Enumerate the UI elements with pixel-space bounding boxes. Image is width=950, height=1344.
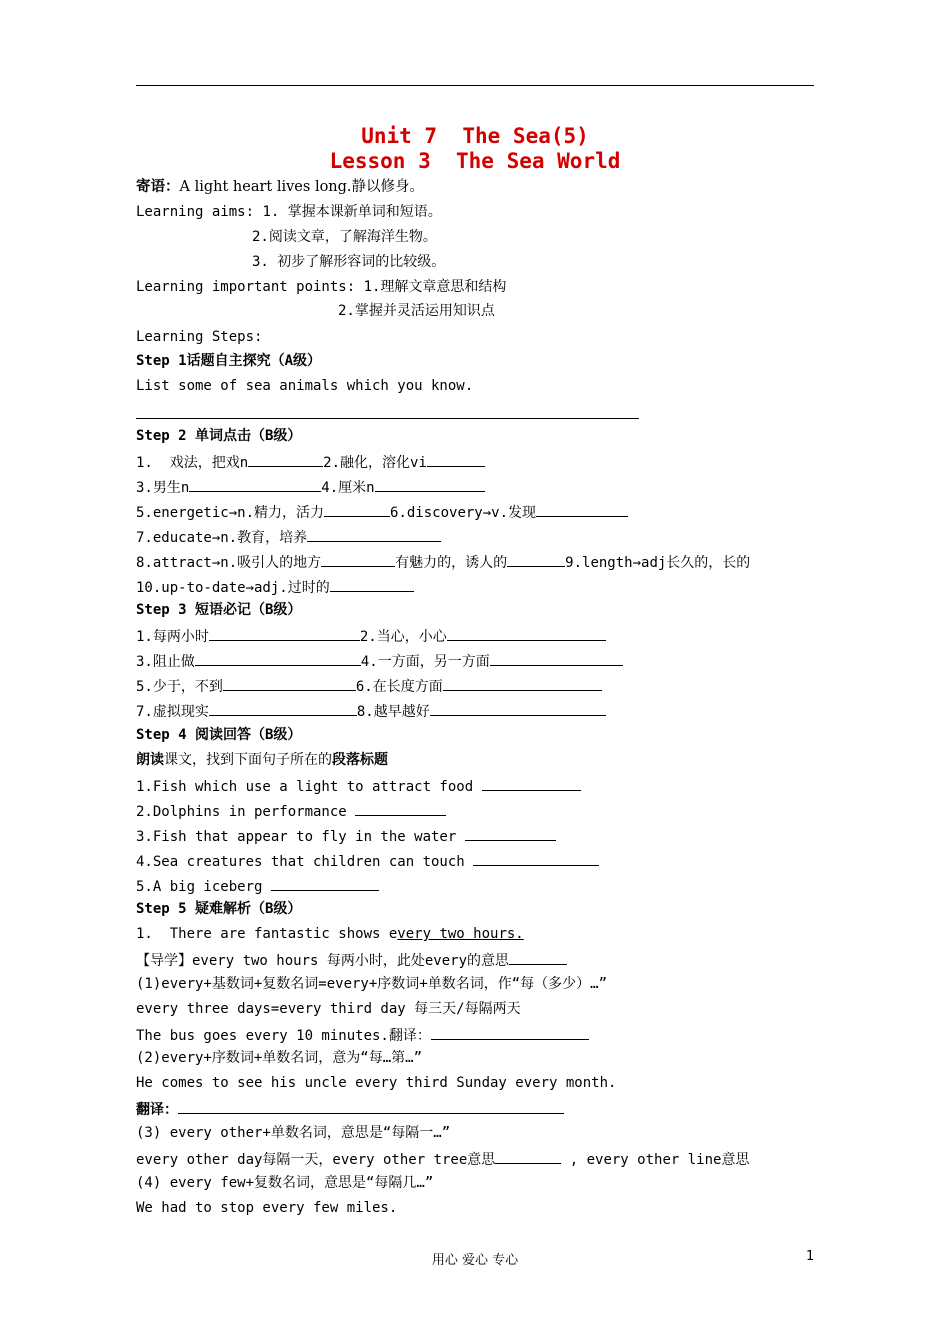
motto-label: 寄语：	[136, 178, 180, 195]
fill-blank[interactable]	[307, 526, 441, 542]
fill-blank[interactable]	[324, 501, 390, 517]
translate-prompt: The bus goes every 10 minutes.翻译：	[136, 1028, 431, 1044]
phrase-line-1	[136, 625, 606, 647]
reading-sentence: 5.A big iceberg	[136, 879, 271, 895]
fill-blank[interactable]	[209, 625, 360, 641]
fill-blank[interactable]	[209, 700, 357, 716]
word-item: 8.attract→n.吸引人的地方	[136, 555, 322, 571]
step2-line-6	[136, 576, 414, 598]
rule-1-translate	[136, 1024, 589, 1046]
fill-blank[interactable]	[536, 501, 628, 517]
sentence-1	[136, 924, 524, 944]
point-item: 2.掌握并灵活运用知识点	[338, 303, 495, 319]
instruction-bold: 段落标题	[332, 752, 388, 768]
fill-blank[interactable]	[427, 451, 485, 467]
word-item: 7.educate→n.教育，培养	[136, 530, 308, 546]
step2-line-2	[136, 476, 485, 498]
steps-label: Learning Steps:	[136, 329, 263, 345]
reading-item	[136, 775, 581, 797]
aim-item: 3. 初步了解形容词的比较级。	[252, 254, 446, 270]
fill-blank[interactable]	[330, 576, 414, 592]
reading-item	[136, 800, 446, 822]
fill-blank[interactable]	[443, 675, 602, 691]
phrase-item: 4.一方面，另一方面	[360, 654, 490, 670]
phrase-line-4	[136, 700, 606, 722]
step2-line-3	[136, 501, 628, 523]
motto-text: A light heart lives long.静以修身。	[179, 179, 425, 195]
rule-3-example	[136, 1148, 749, 1170]
page-footer: 用心 爱心 专心	[431, 1253, 519, 1268]
sentence-underlined: very two hours.	[397, 926, 524, 942]
step1-prompt: List some of sea animals which you know.	[136, 378, 474, 394]
rule-2: (2)every+序数词+单数名词，意为“每…第…”	[136, 1050, 423, 1066]
step4-instruction	[136, 750, 388, 770]
fill-blank[interactable]	[321, 551, 395, 567]
rule-4: (4) every few+复数名词，意思是“每隔几…”	[136, 1175, 434, 1191]
reading-item	[136, 875, 379, 897]
step2-line-1	[136, 451, 485, 473]
fill-blank[interactable]	[495, 1148, 561, 1164]
guide-line	[136, 949, 567, 971]
sentence-text: 1. There are fantastic shows e	[136, 926, 398, 942]
points-line-1	[136, 277, 506, 297]
word-item: 9.length→adj长久的，长的	[565, 555, 751, 571]
phrase-item: 2.当心，小心	[359, 629, 447, 645]
fill-blank[interactable]	[482, 775, 581, 791]
phrase-item: 6.在长度方面	[355, 679, 443, 695]
header-rule	[136, 85, 814, 86]
fill-blank[interactable]	[490, 650, 623, 666]
fill-blank[interactable]	[271, 875, 379, 891]
word-item: 1. 戏法，把戏n	[136, 455, 249, 471]
word-item: 4.厘米n	[321, 480, 375, 496]
fill-blank[interactable]	[189, 476, 321, 492]
step5-heading: Step 5 疑难解析（B级）	[136, 901, 302, 917]
fill-blank[interactable]	[473, 850, 599, 866]
answer-line[interactable]	[136, 418, 639, 419]
fill-blank[interactable]	[355, 800, 446, 816]
reading-sentence: 2.Dolphins in performance	[136, 804, 356, 820]
point-item: 1.理解文章意思和结构	[363, 279, 507, 295]
aims-line-1	[136, 202, 442, 222]
step2-line-5	[136, 551, 750, 573]
guide-text: 【导学】every two hours 每两小时，此处every的意思	[136, 953, 510, 969]
rule-2-example: He comes to see his uncle every third Sunday every month.	[136, 1075, 617, 1091]
word-item: 2.融化，溶化vi	[323, 455, 427, 471]
phrase-item: 7.虚拟现实	[136, 704, 209, 720]
reading-item	[136, 825, 556, 847]
lesson-title: Lesson 3 The Sea World	[329, 149, 621, 173]
example-text: , every other line意思	[561, 1152, 750, 1168]
phrase-item: 1.每两小时	[136, 629, 209, 645]
fill-blank[interactable]	[465, 825, 556, 841]
word-item: 6.discovery→v.发现	[390, 505, 537, 521]
fill-blank[interactable]	[375, 476, 485, 492]
fill-blank[interactable]	[507, 551, 565, 567]
phrase-item: 8.越早越好	[356, 704, 430, 720]
phrase-line-3	[136, 675, 602, 697]
phrase-item: 5.少于，不到	[136, 679, 223, 695]
rule-4-example: We had to stop every few miles.	[136, 1200, 398, 1216]
reading-sentence: 4.Sea creatures that children can touch	[136, 854, 474, 870]
reading-sentence: 1.Fish which use a light to attract food	[136, 779, 482, 795]
fill-blank[interactable]	[195, 650, 361, 666]
points-label: Learning important points:	[136, 279, 364, 295]
motto-line	[136, 177, 424, 197]
phrase-line-2	[136, 650, 623, 672]
reading-item	[136, 850, 599, 872]
step2-heading: Step 2 单词点击（B级）	[136, 428, 302, 444]
aims-label: Learning aims:	[136, 204, 263, 220]
fill-blank[interactable]	[447, 625, 606, 641]
aim-item: 1. 掌握本课新单词和短语。	[262, 204, 442, 220]
word-item: 3.男生n	[136, 480, 190, 496]
instruction-text: 课文，找到下面句子所在的	[164, 752, 332, 768]
step1-heading: Step 1话题自主探究（A级）	[136, 353, 322, 369]
fill-blank[interactable]	[509, 949, 567, 965]
fill-blank[interactable]	[178, 1098, 564, 1114]
step4-heading: Step 4 阅读回答（B级）	[136, 727, 302, 743]
step3-heading: Step 3 短语必记（B级）	[136, 602, 302, 618]
phrase-item: 3.阻止做	[136, 654, 195, 670]
word-item: 有魅力的，诱人的	[395, 555, 508, 571]
fill-blank[interactable]	[431, 1024, 589, 1040]
example-text: every other day每隔一天，every other tree意思	[136, 1152, 496, 1168]
step2-line-4	[136, 526, 441, 548]
instruction-bold: 朗读	[136, 752, 164, 768]
fill-blank[interactable]	[223, 675, 356, 691]
aim-item: 2.阅读文章，了解海洋生物。	[252, 229, 437, 245]
rule-1-example: every three days=every third day 每三天/每隔两天	[136, 1001, 521, 1017]
fill-blank[interactable]	[430, 700, 606, 716]
word-item: 10.up-to-date→adj.过时的	[136, 580, 330, 596]
rule-3: (3) every other+单数名词，意思是“每隔一…”	[136, 1125, 451, 1141]
translate-line	[136, 1098, 564, 1120]
rule-1: (1)every+基数词+复数名词=every+序数词+单数名词，作“每（多少）…”	[136, 976, 608, 992]
translate-label: 翻译：	[136, 1102, 178, 1118]
page-number: 1	[806, 1249, 815, 1264]
unit-title: Unit 7 The Sea(5)	[361, 124, 589, 148]
word-item: 5.energetic→n.精力，活力	[136, 505, 325, 521]
reading-sentence: 3.Fish that appear to fly in the water	[136, 829, 465, 845]
fill-blank[interactable]	[248, 451, 323, 467]
